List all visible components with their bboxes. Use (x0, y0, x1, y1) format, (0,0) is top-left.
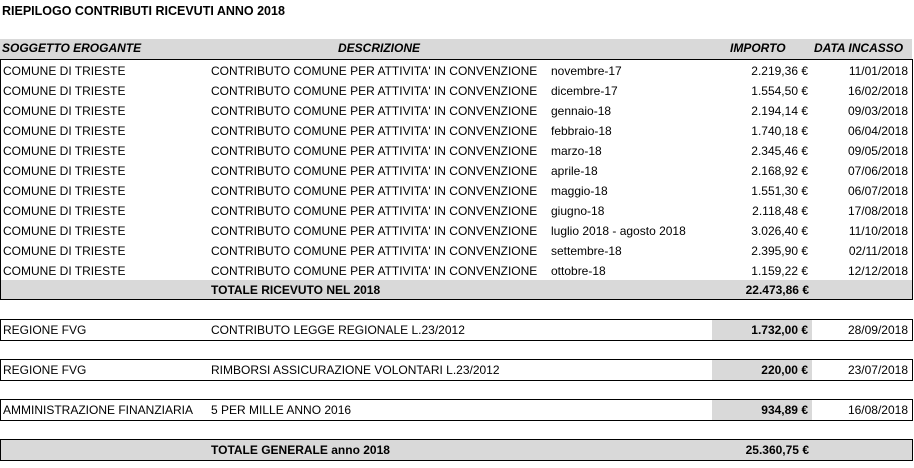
cell-descrizione: CONTRIBUTO LEGGE REGIONALE L.23/2012 (211, 323, 465, 337)
cell-soggetto: COMUNE DI TRIESTE (3, 204, 126, 218)
cell-importo: 2.219,36 € (751, 64, 808, 78)
cell-importo: 1.551,30 € (751, 184, 808, 198)
total-received-amount: 22.473,86 € (745, 283, 809, 297)
cell-descrizione: CONTRIBUTO COMUNE PER ATTIVITA' IN CONVENZIONE (211, 244, 538, 258)
header-soggetto: SOGGETTO EROGANTE (2, 41, 142, 55)
cell-periodo: marzo-18 (551, 144, 602, 158)
cell-soggetto: REGIONE FVG (3, 323, 87, 337)
table-row (0, 181, 912, 201)
total-received-label: TOTALE RICEVUTO NEL 2018 (211, 283, 381, 297)
table-header (0, 39, 912, 59)
cell-importo: 934,89 € (761, 403, 808, 417)
cell-soggetto: COMUNE DI TRIESTE (3, 64, 126, 78)
cell-data: 07/06/2018 (847, 164, 908, 178)
cell-periodo: gennaio-18 (551, 104, 612, 118)
cell-data: 06/07/2018 (847, 184, 908, 198)
cell-descrizione: CONTRIBUTO COMUNE PER ATTIVITA' IN CONVENZIONE (211, 144, 538, 158)
cell-periodo: luglio 2018 - agosto 2018 (551, 224, 686, 238)
cell-data: 09/05/2018 (847, 144, 908, 158)
cell-importo: 3.026,40 € (751, 224, 808, 238)
table-row (0, 241, 912, 261)
cell-descrizione: CONTRIBUTO COMUNE PER ATTIVITA' IN CONVENZIONE (211, 224, 538, 238)
cell-periodo: ottobre-18 (551, 264, 606, 278)
cell-data: 09/03/2018 (847, 104, 908, 118)
grand-total-amount: 25.360,75 € (745, 443, 809, 457)
cell-periodo: settembre-18 (551, 244, 622, 258)
table-row (0, 400, 912, 420)
cell-descrizione: CONTRIBUTO COMUNE PER ATTIVITA' IN CONVENZIONE (211, 164, 538, 178)
cell-descrizione: CONTRIBUTO COMUNE PER ATTIVITA' IN CONVENZIONE (211, 124, 538, 138)
table-row (0, 61, 912, 81)
cell-data: 11/01/2018 (848, 64, 908, 78)
cell-periodo: giugno-18 (551, 204, 605, 218)
table-row (0, 201, 912, 221)
cell-importo: 1.732,00 € (751, 323, 808, 337)
cell-periodo: maggio-18 (551, 184, 608, 198)
table-row (0, 161, 912, 181)
cell-descrizione: CONTRIBUTO COMUNE PER ATTIVITA' IN CONVENZIONE (211, 64, 538, 78)
cell-data: 23/07/2018 (847, 363, 908, 377)
grand-total-label: TOTALE GENERALE anno 2018 (211, 443, 390, 457)
cell-data: 16/02/2018 (847, 84, 908, 98)
cell-soggetto: COMUNE DI TRIESTE (3, 124, 126, 138)
cell-descrizione: CONTRIBUTO COMUNE PER ATTIVITA' IN CONVENZIONE (211, 184, 538, 198)
cell-soggetto: COMUNE DI TRIESTE (3, 144, 126, 158)
cell-soggetto: COMUNE DI TRIESTE (3, 104, 126, 118)
cell-data: 11/10/2018 (848, 224, 908, 238)
cell-data: 16/08/2018 (847, 403, 908, 417)
cell-descrizione: CONTRIBUTO COMUNE PER ATTIVITA' IN CONVENZIONE (211, 84, 538, 98)
cell-periodo: febbraio-18 (551, 124, 612, 138)
cell-descrizione: CONTRIBUTO COMUNE PER ATTIVITA' IN CONVENZIONE (211, 104, 538, 118)
total-received-row (1, 280, 912, 299)
cell-soggetto: COMUNE DI TRIESTE (3, 84, 126, 98)
cell-data: 28/09/2018 (847, 323, 908, 337)
cell-data: 17/08/2018 (847, 204, 908, 218)
cell-data: 02/11/2018 (848, 244, 908, 258)
table-row (0, 101, 912, 121)
table-row (0, 261, 912, 281)
cell-soggetto: AMMINISTRAZIONE FINANZIARIA (3, 403, 194, 417)
header-descrizione: DESCRIZIONE (338, 41, 421, 55)
cell-soggetto: COMUNE DI TRIESTE (3, 184, 126, 198)
cell-importo: 2.118,48 € (752, 204, 808, 218)
grand-total-row (1, 440, 912, 460)
cell-periodo: novembre-17 (551, 64, 622, 78)
cell-soggetto: COMUNE DI TRIESTE (3, 164, 126, 178)
cell-soggetto: REGIONE FVG (3, 363, 87, 377)
cell-importo: 1.554,50 € (751, 84, 808, 98)
header-importo: IMPORTO (730, 41, 786, 55)
cell-importo: 2.168,92 € (751, 164, 808, 178)
cell-importo: 2.395,90 € (751, 244, 808, 258)
cell-descrizione: 5 PER MILLE ANNO 2016 (211, 403, 352, 417)
cell-data: 12/12/2018 (847, 264, 908, 278)
table-row (0, 320, 912, 340)
cell-descrizione: CONTRIBUTO COMUNE PER ATTIVITA' IN CONVENZIONE (211, 264, 538, 278)
cell-importo: 220,00 € (761, 363, 808, 377)
cell-descrizione: CONTRIBUTO COMUNE PER ATTIVITA' IN CONVENZIONE (211, 204, 538, 218)
table-row (0, 141, 912, 161)
cell-soggetto: COMUNE DI TRIESTE (3, 224, 126, 238)
cell-importo: 1.740,18 € (751, 124, 808, 138)
cell-data: 06/04/2018 (847, 124, 908, 138)
cell-periodo: aprile-18 (551, 164, 598, 178)
cell-importo: 2.194,14 € (751, 104, 808, 118)
cell-descrizione: RIMBORSI ASSICURAZIONE VOLONTARI L.23/2012 (211, 363, 500, 377)
cell-importo: 1.159,22 € (751, 264, 808, 278)
cell-importo: 2.345,46 € (751, 144, 808, 158)
table-row (0, 360, 912, 380)
page-title: RIEPILOGO CONTRIBUTI RICEVUTI ANNO 2018 (2, 4, 285, 18)
table-row (0, 81, 912, 101)
cell-soggetto: COMUNE DI TRIESTE (3, 244, 126, 258)
header-data: DATA INCASSO (814, 41, 904, 55)
table-row (0, 121, 912, 141)
cell-periodo: dicembre-17 (551, 84, 618, 98)
table-row (0, 221, 912, 241)
cell-soggetto: COMUNE DI TRIESTE (3, 264, 126, 278)
